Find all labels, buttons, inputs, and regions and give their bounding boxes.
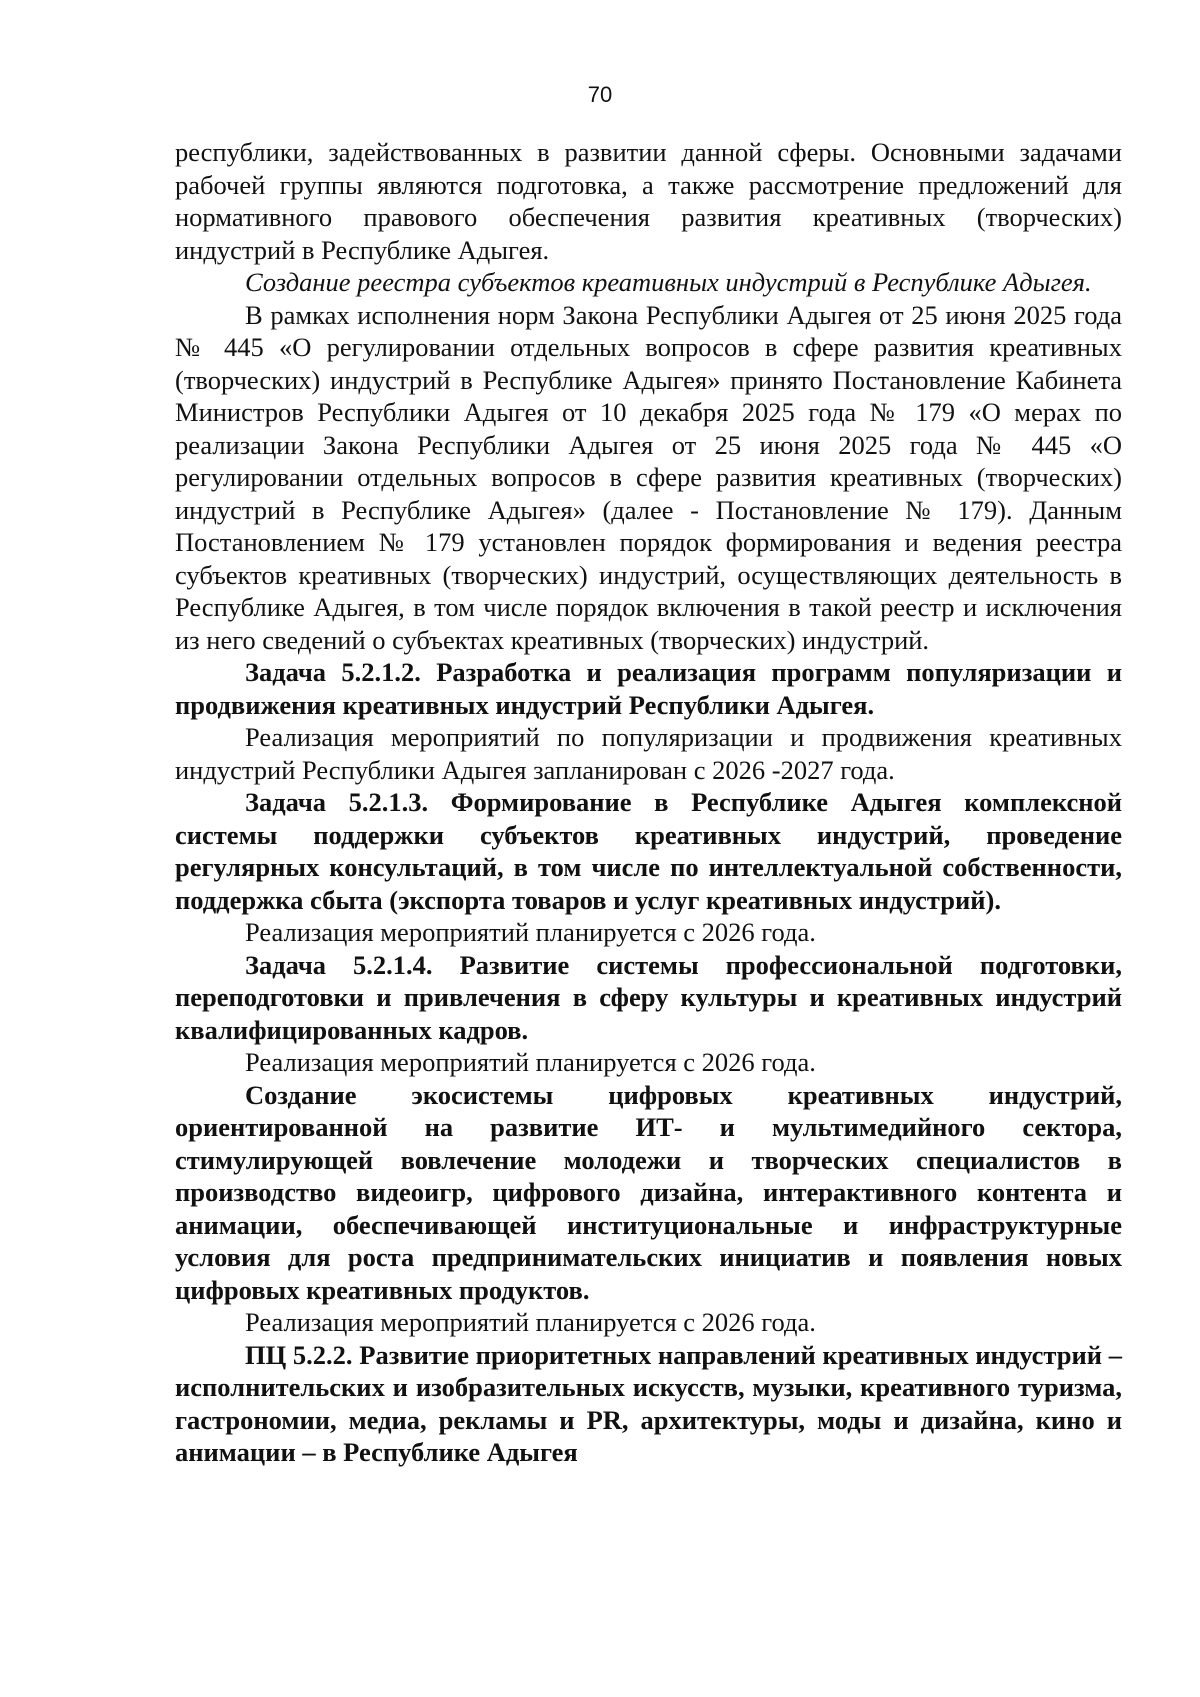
page-number: 70 <box>587 82 613 107</box>
paragraph-digital-ecosystem: Реализация мероприятий планируется с 2026 года. <box>245 1307 816 1337</box>
paragraph-task-5-2-1-3: Реализация мероприятий планируется с 2026 года. <box>245 917 816 947</box>
heading-digital-ecosystem: Создание экосистемы цифровых креативных индустрий, ориентированной на развитие ИТ- и мультимедийного сектора, стимулирующей вовлечение молодежи и творческих специалистов в производство видеоигр, цифрового дизайна, интерактивного контента и анимации, обеспечивающей институциональные и инфраструктурные условия для роста предпринимательских инициатив и появления новых цифровых креативных продуктов. <box>175 1079 1122 1305</box>
paragraph-task-5-2-1-2: Реализация мероприятий по популяризации и продвижения креативных индустрий Республики Адыгея запланирован с 2026 -2027 года. <box>175 722 1122 785</box>
paragraph-continuation: республики, задействованных в развитии данной сферы. Основными задачами рабочей группы являются подготовка, а также рассмотрение предложений для нормативного правового обеспечения развития креативных (творческих) индустрий в Республике Адыгея. <box>175 137 1122 265</box>
paragraph-task-5-2-1-4: Реализация мероприятий планируется с 2026 года. <box>245 1047 816 1077</box>
task-heading-5-2-1-4: Задача 5.2.1.4. Развитие системы профессиональной подготовки, переподготовки и привлечения в сферу культуры и креативных индустрий квалифицированных кадров. <box>175 949 1122 1045</box>
section-heading-registry: Создание реестра субъектов креативных индустрий в Республике Адыгея. <box>245 267 1092 297</box>
heading-pc-5-2-2: ПЦ 5.2.2. Развитие приоритетных направлений креативных индустрий – исполнительских и изобразительных искусств, музыки, креативного туризма, гастрономии, медиа, рекламы и PR, архитектуры, моды и дизайна, кино и анимации – в Республике Адыгея <box>175 1339 1122 1467</box>
paragraph-registry-law: В рамках исполнения норм Закона Республики Адыгея от 25 июня 2025 года № 445 «О регулировании отдельных вопросов в сфере развития креативных (творческих) индустрий в Республике Адыгея» принято Постановление Кабинета Министров Республики Адыгея от 10 декабря 2025 года № 179 «О мерах по реализации Закона Республики Адыгея от 25 июня 2025 года № 445 «О регулировании отдельных вопросов в сфере развития креативных (творческих) индустрий в Республике Адыгея» (далее - Постановление № 179). Данным Постановлением № 179 установлен порядок формирования и ведения реестра субъектов креативных (творческих) индустрий, осуществляющих деятельность в Республике Адыгея, в том числе порядок включения в такой реестр и исключения из него сведений о субъектах креативных (творческих) индустрий. <box>175 299 1122 655</box>
task-heading-5-2-1-3: Задача 5.2.1.3. Формирование в Республике Адыгея комплексной системы поддержки субъектов креативных индустрий, проведение регулярных консультаций, в том числе по интеллектуальной собственности, поддержка сбыта (экспорта товаров и услуг креативных индустрий). <box>175 787 1122 915</box>
document-body <box>175 136 1122 1469</box>
task-heading-5-2-1-2: Задача 5.2.1.2. Разработка и реализация программ популяризации и продвижения креативных индустрий Республики Адыгея. <box>175 657 1122 720</box>
